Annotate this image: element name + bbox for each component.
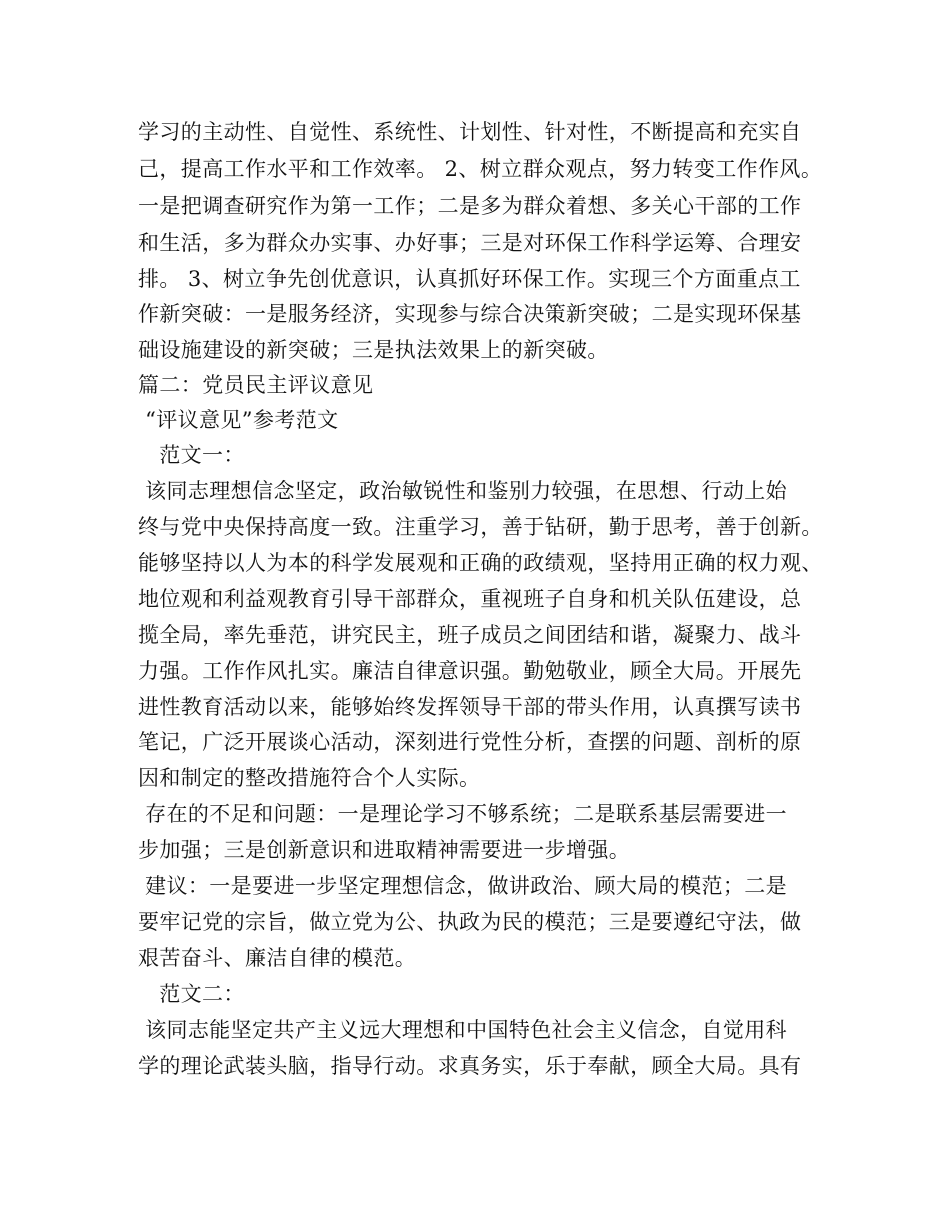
example-heading: 范文一： (138, 443, 245, 467)
text-line: 础设施建设的新突破；三是执法效果上的新突破。 (138, 338, 609, 362)
text-line: 存在的不足和问题：一是理论学习不够系统；二是联系基层需要进一 (138, 802, 788, 826)
text-line: 学的理论武装头脑，指导行动。求真务实，乐于奉献，顾全大局。具有 (138, 1054, 802, 1078)
text-line: 终与党中央保持高度一致。注重学习，善于钻研，勤于思考，善于创新。 (138, 515, 823, 539)
text-line: 排。 3、树立争先创优意识，认真抓好环保工作。实现三个方面重点工 (138, 267, 801, 291)
text-line: 一是把调查研究作为第一工作；二是多为群众着想、多关心干部的工作 (138, 194, 802, 218)
section-heading: 篇二：党员民主评议意见 (138, 373, 374, 397)
text-line: 揽全局，率先垂范，讲究民主，班子成员之间团结和谐，凝聚力、战斗 (138, 623, 802, 647)
text-line: 因和制定的整改措施符合个人实际。 (138, 766, 481, 790)
text-line: 步加强；三是创新意识和进取精神需要进一步增强。 (138, 838, 631, 862)
text-line: 笔记，广泛开展谈心活动，深刻进行党性分析，查摆的问题、剖析的原 (138, 730, 802, 754)
text-line: 该同志理想信念坚定，政治敏锐性和鉴别力较强，在思想、行动上始 (138, 479, 788, 503)
section-subheading: “评议意见”参考范文 (138, 408, 339, 432)
text-line: 己，提高工作水平和工作效率。 2、树立群众观点，努力转变工作作风。 (138, 157, 823, 181)
text-line: 学习的主动性、自觉性、系统性、计划性、针对性，不断提高和充实自 (138, 120, 802, 144)
text-line: 建议：一是要进一步坚定理想信念，做讲政治、顾大局的模范；二是 (138, 874, 788, 898)
text-line: 该同志能坚定共产主义远大理想和中国特色社会主义信念，自觉用科 (138, 1018, 788, 1042)
text-line: 艰苦奋斗、廉洁自律的模范。 (138, 946, 417, 970)
text-line: 要牢记党的宗旨，做立党为公、执政为民的模范；三是要遵纪守法，做 (138, 910, 802, 934)
text-line: 力强。工作作风扎实。廉洁自律意识强。勤勉敬业，顾全大局。开展先 (138, 659, 802, 683)
text-line: 地位观和利益观教育引导干部群众，重视班子自身和机关队伍建设，总 (138, 587, 802, 611)
text-line: 和生活，多为群众办实事、办好事；三是对环保工作科学运筹、合理安 (138, 231, 802, 255)
text-line: 作新突破：一是服务经济，实现参与综合决策新突破；二是实现环保基 (138, 302, 802, 326)
example-heading: 范文二： (138, 982, 245, 1006)
text-line: 进性教育活动以来，能够始终发挥领导干部的带头作用，认真撰写读书 (138, 695, 802, 719)
text-line: 能够坚持以人为本的科学发展观和正确的政绩观，坚持用正确的权力观、 (138, 551, 823, 575)
